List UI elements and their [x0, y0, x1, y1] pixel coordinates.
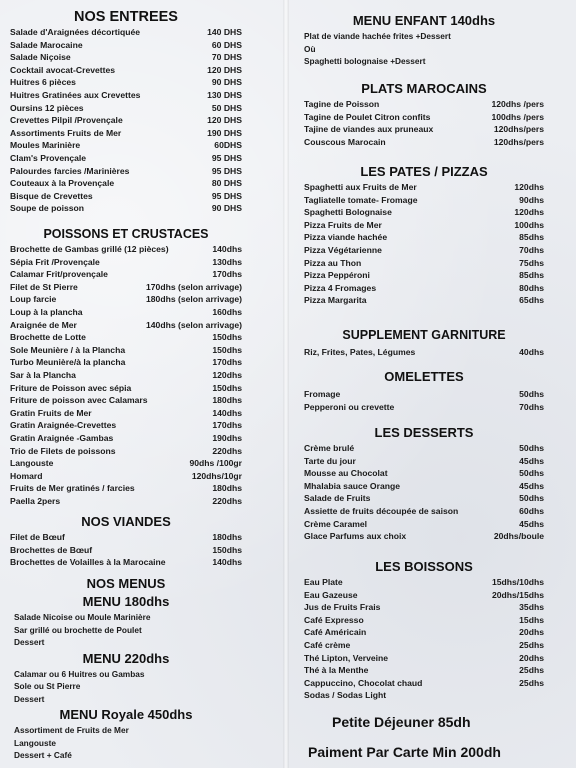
item-name: Huitres 6 pièces [10, 77, 76, 88]
menu-item [304, 388, 544, 401]
menu-line: Dessert + Café [14, 750, 72, 760]
item-price: 75dhs [519, 257, 544, 268]
menu-item [304, 231, 544, 244]
item-name: Crème Caramel [304, 518, 368, 529]
petit-dejeuner: Petite Déjeuner 85dh [332, 714, 471, 730]
item-name: Pizza Végétarienne [304, 244, 382, 255]
menu-line: Dessert [14, 637, 45, 647]
item-name: Tagliatelle tomate- Fromage [304, 194, 418, 205]
item-name: Eau Gazeuse [304, 589, 358, 600]
menu-line: Langouste [14, 737, 56, 748]
page-fold [283, 0, 289, 768]
boissons-list [304, 576, 544, 702]
item-price: 90 DHS [211, 203, 242, 214]
item-name: Pepperoni ou crevette [304, 401, 395, 412]
item-name: Glace Parfums aux choix [304, 531, 407, 542]
item-name: Café Expresso [304, 614, 364, 625]
menu-line: Spaghetti bolognaise +Dessert [304, 56, 426, 66]
item-price: 150dhs [212, 382, 242, 393]
menu-item [10, 256, 242, 269]
item-price: 120dhs [514, 182, 544, 192]
enfant-lines [304, 30, 544, 68]
item-name: Jus de Fruits Frais [304, 602, 381, 613]
item-price: 120dhs /pers [491, 99, 544, 109]
menu-item [10, 470, 242, 483]
item-price: 50dhs [519, 389, 544, 399]
menu-item [10, 243, 242, 256]
item-price: 150dhs [212, 544, 242, 555]
item-name: Langouste [10, 458, 54, 469]
item-price: 180dhs (selon arrivage) [145, 294, 242, 305]
section-entrees [10, 8, 242, 215]
item-price: 20dhs/boule [493, 531, 544, 542]
section-viandes [10, 513, 242, 569]
menu-item [10, 382, 242, 395]
item-name: Cappuccino, Chocolat chaud [304, 677, 423, 688]
menu-item [10, 369, 242, 382]
item-name: Brochette de Lotte [10, 332, 86, 343]
item-name: Brochette de Gambas grillé (12 pièces) [10, 244, 169, 254]
item-price: 70dhs [519, 401, 544, 412]
item-price: 190dhs [212, 432, 242, 443]
menu-item [10, 495, 242, 508]
item-name: Palourdes farcies /Marinières [10, 165, 130, 176]
item-price: 170dhs [212, 357, 242, 368]
item-name: Pizza 4 Fromages [304, 282, 377, 293]
item-price: 20dhs [519, 652, 544, 663]
menu-item [304, 282, 544, 295]
boissons-title: LES BOISSONS [375, 559, 473, 574]
item-name: Moules Marinière [10, 140, 81, 151]
menu-item [304, 601, 544, 614]
viandes-title: NOS VIANDES [81, 514, 171, 529]
item-price: 25dhs [519, 639, 544, 650]
item-name: Tagine de Poulet Citron confits [304, 111, 431, 122]
menu-item [304, 111, 544, 124]
item-price: 20dhs [519, 627, 544, 638]
item-name: Salade Niçoise [10, 52, 71, 63]
garniture-title: SUPPLEMENT GARNITURE [342, 328, 506, 342]
item-name: Eau Plate [304, 577, 343, 587]
item-name: Tajine de viandes aux pruneaux [304, 124, 434, 135]
item-name: Salade Marocaine [10, 39, 83, 50]
item-price: 90 DHS [211, 77, 242, 88]
menu-item [304, 294, 544, 307]
menu-item [10, 51, 242, 64]
item-price: 140 DHS [207, 27, 242, 37]
menu-item [10, 457, 242, 470]
item-name: Café crème [304, 639, 351, 650]
item-price: 45dhs [519, 518, 544, 529]
menu3-lines [10, 724, 242, 762]
item-price: 50dhs [519, 468, 544, 479]
item-price: 85dhs [519, 232, 544, 243]
paiement-note: Paiment Par Carte Min 200dh [308, 744, 501, 760]
item-price: 120dhs [212, 369, 242, 380]
section-desserts [304, 424, 544, 543]
menu-item [304, 614, 544, 627]
item-name: Loup farcie [10, 294, 57, 305]
section-marocains [304, 80, 544, 148]
menu-item [304, 123, 544, 136]
menu-line: Sar grillé ou brochette de Poulet [14, 624, 142, 635]
item-name: Turbo Meunière/à la plancha [10, 357, 126, 368]
item-price: 130 DHS [207, 89, 242, 100]
item-name: Loup à la plancha [10, 306, 83, 317]
item-price: 120 DHS [207, 64, 242, 75]
item-name: Soupe de poisson [10, 203, 85, 214]
item-name: Sole Meunière / à la Plancha [10, 344, 126, 355]
menu-item [10, 432, 242, 445]
item-price: 120dhs/pers [493, 124, 544, 135]
menu1-lines [10, 611, 242, 649]
poissons-list [10, 243, 242, 507]
menu-item [10, 544, 242, 557]
item-name: Fruits de Mer gratinés / farcies [10, 483, 135, 494]
menu-item [10, 394, 242, 407]
menu-item [304, 401, 544, 414]
menu-line: Calamar ou 6 Huitres ou Gambas [14, 668, 145, 679]
menu-item [10, 331, 242, 344]
item-name: Thé à la Menthe [304, 665, 369, 676]
item-price: 130dhs [212, 256, 242, 267]
item-price: 220dhs [212, 495, 242, 506]
menu-item [10, 419, 242, 432]
item-name: Friture de poisson avec Calamars [10, 395, 148, 406]
section-enfant [304, 12, 544, 68]
menu-item [10, 356, 242, 369]
menu-item [10, 281, 242, 294]
item-name: Tarte du jour [304, 455, 356, 466]
item-price: 95 DHS [211, 190, 242, 201]
menu-item [304, 589, 544, 602]
menu-item [304, 530, 544, 543]
menu-item [304, 492, 544, 505]
item-name: Mhalabia sauce Orange [304, 480, 400, 491]
menu-item [10, 319, 242, 332]
item-name: Araignée de Mer [10, 319, 77, 330]
item-name: Crevettes Pilpil /Provençale [10, 115, 123, 126]
menu-item [10, 190, 242, 203]
item-price: 160dhs [212, 306, 242, 317]
item-name: Pizza Margarita [304, 295, 367, 306]
menu-item [10, 114, 242, 127]
menu-item [10, 177, 242, 190]
item-price: 60 DHS [211, 39, 242, 50]
item-price: 80 DHS [211, 178, 242, 189]
item-price: 140dhs [212, 244, 242, 254]
menu-item [10, 127, 242, 140]
menus-title: NOS MENUS [86, 576, 166, 591]
item-name: Salade d'Araignées décortiquée [10, 27, 141, 37]
menu-item [304, 677, 544, 690]
item-price: 15dhs/10dhs [491, 577, 544, 587]
menu-item [304, 206, 544, 219]
item-price: 150dhs [212, 332, 242, 343]
item-name: Friture de Poisson avec sépia [10, 382, 132, 393]
item-price: 40dhs [519, 347, 544, 357]
item-name: Sépia Frit /Provençale [10, 256, 100, 267]
item-name: Spaghetti aux Fruits de Mer [304, 182, 417, 192]
menu-line: Où [304, 43, 316, 54]
menu1-title: MENU 180dhs [82, 594, 170, 609]
menu-line: Sole ou St Pierre [14, 681, 81, 691]
menu-item [10, 76, 242, 89]
item-name: Spaghetti Bolognaise [304, 207, 392, 218]
menu-item [304, 639, 544, 652]
item-price: 25dhs [519, 677, 544, 688]
item-price: 90dhs [519, 194, 544, 205]
menu-item [304, 576, 544, 589]
item-price: 170dhs (selon arrivage) [145, 281, 242, 292]
menu-item [304, 219, 544, 232]
item-name: Brochettes de Volailles à la Marocaine [10, 557, 166, 568]
menu-item [304, 626, 544, 639]
menu-item [304, 480, 544, 493]
item-price: 120 DHS [207, 115, 242, 126]
item-name: Mousse au Chocolat [304, 468, 388, 479]
item-price: 190 DHS [207, 127, 242, 138]
menu-item [10, 102, 242, 115]
menu-item [10, 556, 242, 569]
pates-list [304, 181, 544, 307]
item-name: Cocktail avocat-Crevettes [10, 64, 116, 75]
item-price: 95 DHS [211, 152, 242, 163]
item-name: Thé Lipton, Verveine [304, 652, 389, 663]
menu-item [304, 244, 544, 257]
entrees-title: NOS ENTREES [74, 9, 178, 25]
menu-item [10, 268, 242, 281]
marocains-list [304, 98, 544, 148]
menu-item [304, 194, 544, 207]
pates-title: LES PATES / PIZZAS [360, 164, 488, 179]
menu-item [304, 652, 544, 665]
item-name: Paella 2pers [10, 495, 61, 506]
item-name: Couteaux à la Provençale [10, 178, 115, 189]
menu-line: Dessert [14, 693, 45, 704]
menu-line: Assortiment de Fruits de Mer [14, 725, 129, 735]
menu-item [304, 518, 544, 531]
menu-item [10, 445, 242, 458]
item-name: Salade de Fruits [304, 493, 371, 504]
menu-item [304, 257, 544, 270]
item-price: 120dhs/10gr [191, 470, 242, 481]
item-price: 35dhs [519, 602, 544, 613]
menu2-lines [10, 668, 242, 706]
item-price: 120dhs/pers [493, 136, 544, 147]
menu-item [10, 26, 242, 39]
menu-item [10, 202, 242, 215]
menu-item [304, 442, 544, 455]
menu-item [10, 293, 242, 306]
menu-item [304, 136, 544, 149]
menu-line: Salade Nicoise ou Moule Marinière [14, 612, 151, 622]
item-name: Pizza Fruits de Mer [304, 219, 382, 230]
item-name: Huitres Gratinées aux Crevettes [10, 89, 141, 100]
menu-item [10, 482, 242, 495]
item-price: 60DHS [214, 140, 242, 151]
item-name: Riz, Frites, Pates, Légumes [304, 347, 416, 357]
garniture-list [304, 346, 544, 359]
viandes-list [10, 531, 242, 569]
desserts-list [304, 442, 544, 543]
item-name: Gratin Fruits de Mer [10, 407, 92, 418]
item-name: Calamar Frit/provençale [10, 269, 108, 280]
item-name: Trio de Filets de poissons [10, 445, 116, 456]
enfant-title: MENU ENFANT 140dhs [352, 13, 496, 28]
menu3-title: MENU Royale 450dhs [59, 707, 193, 722]
item-price: 170dhs [212, 420, 242, 431]
menu-item [10, 531, 242, 544]
item-name: Café Américain [304, 627, 367, 638]
section-pates [304, 163, 544, 307]
desserts-title: LES DESSERTS [374, 425, 474, 440]
item-price: 180dhs [212, 395, 242, 406]
item-price: 45dhs [519, 480, 544, 491]
menu-item [304, 664, 544, 677]
item-name: Pizza Peppéroni [304, 270, 370, 281]
menu-item [10, 152, 242, 165]
menu-item [304, 689, 544, 702]
item-name: Gratin Araignée-Crevettes [10, 420, 117, 431]
item-price: 220dhs [212, 445, 242, 456]
item-price: 140dhs [212, 557, 242, 568]
item-price: 20dhs/15dhs [491, 589, 544, 600]
item-price: 140dhs [212, 407, 242, 418]
item-name: Couscous Marocain [304, 136, 386, 147]
item-price: 15dhs [519, 614, 544, 625]
item-name: Pizza au Thon [304, 257, 362, 268]
item-name: Sodas / Sodas Light [304, 690, 387, 701]
item-price: 150dhs [212, 344, 242, 355]
item-name: Assiette de fruits découpée de saison [304, 505, 459, 516]
poissons-title: POISSONS ET CRUSTACES [43, 227, 209, 241]
item-price: 80dhs [519, 282, 544, 293]
item-price: 25dhs [519, 665, 544, 676]
menu-line: Plat de viande hachée frites +Dessert [304, 31, 451, 41]
menu-item [304, 455, 544, 468]
item-price: 65dhs [519, 295, 544, 306]
marocains-title: PLATS MAROCAINS [361, 81, 487, 96]
item-price: 100dhs [514, 219, 544, 230]
item-price: 70dhs [519, 244, 544, 255]
item-price: 95 DHS [211, 165, 242, 176]
item-name: Pizza viande hachée [304, 232, 388, 243]
item-name: Tagine de Poisson [304, 99, 380, 109]
item-name: Filet de St Pierre [10, 281, 78, 292]
item-name: Crème brulé [304, 443, 355, 453]
menu-item [304, 505, 544, 518]
item-price: 180dhs [212, 483, 242, 494]
item-name: Oursins 12 pièces [10, 102, 84, 113]
menu-item [10, 139, 242, 152]
item-name: Filet de Bœuf [10, 532, 65, 542]
omelettes-title: OMELETTES [384, 369, 464, 384]
menu-item [10, 39, 242, 52]
entrees-list [10, 26, 242, 215]
section-menus [10, 575, 242, 762]
item-price: 50 DHS [211, 102, 242, 113]
section-poissons [10, 225, 242, 507]
section-garniture [304, 326, 544, 359]
menu-item [10, 407, 242, 420]
menu-item [10, 306, 242, 319]
item-name: Homard [10, 470, 43, 481]
item-price: 45dhs [519, 455, 544, 466]
section-omelettes [304, 368, 544, 413]
item-name: Fromage [304, 389, 341, 399]
item-name: Brochettes de Bœuf [10, 544, 93, 555]
item-price: 180dhs [212, 532, 242, 542]
item-name: Sar à la Plancha [10, 369, 76, 380]
item-price: 60dhs [519, 505, 544, 516]
section-boissons [304, 558, 544, 702]
menu-item [304, 181, 544, 194]
menu-item [10, 89, 242, 102]
item-name: Clam's Provençale [10, 152, 87, 163]
item-name: Bisque de Crevettes [10, 190, 93, 201]
omelettes-list [304, 388, 544, 413]
item-name: Gratin Araignée -Gambas [10, 432, 114, 443]
item-price: 170dhs [212, 269, 242, 280]
menu-item [304, 346, 544, 359]
menu-item [10, 165, 242, 178]
item-price: 140dhs (selon arrivage) [145, 319, 242, 330]
item-price: 100dhs /pers [491, 111, 544, 122]
item-price: 50dhs [519, 443, 544, 453]
menu-item [304, 98, 544, 111]
item-price: 70 DHS [211, 52, 242, 63]
item-price: 85dhs [519, 270, 544, 281]
item-name: Assortiments Fruits de Mer [10, 127, 122, 138]
item-price: 90dhs /100gr [189, 458, 242, 469]
menu-item [304, 467, 544, 480]
menu-item [10, 64, 242, 77]
menu-item [10, 344, 242, 357]
item-price: 50dhs [519, 493, 544, 504]
item-price: 120dhs [514, 207, 544, 218]
menu-item [304, 269, 544, 282]
menu2-title: MENU 220dhs [82, 650, 170, 666]
